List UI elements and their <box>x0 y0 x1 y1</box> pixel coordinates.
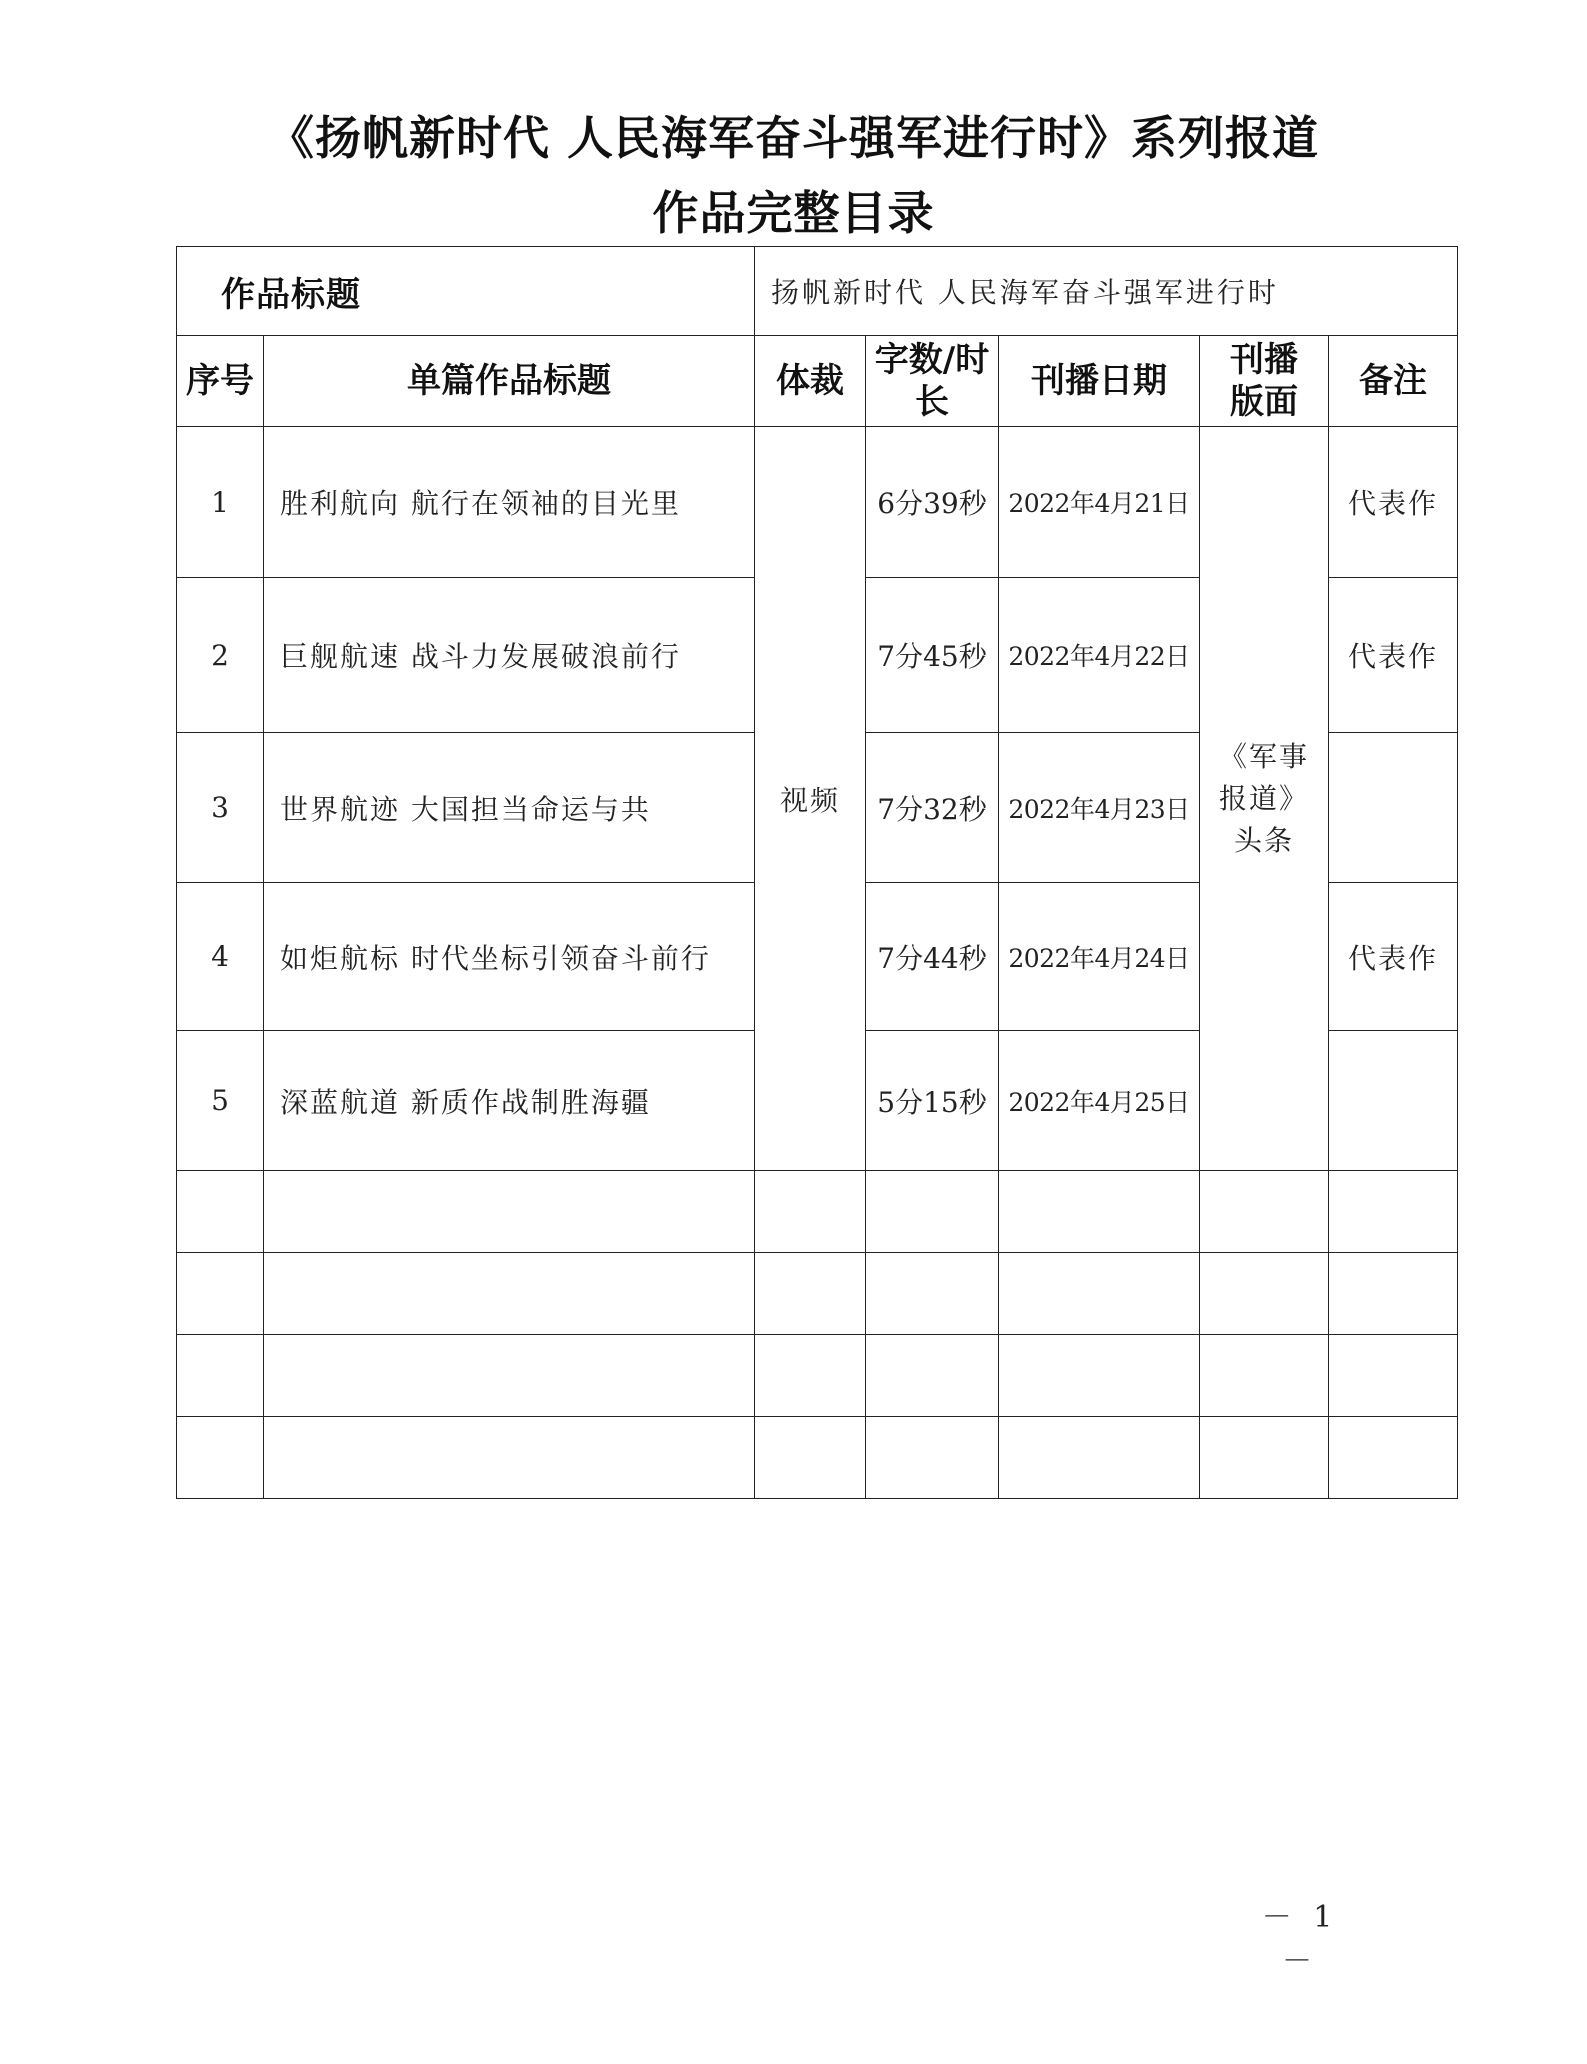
empty-cell <box>177 1417 264 1499</box>
table-row <box>177 427 1458 578</box>
empty-cell <box>1329 1171 1458 1253</box>
empty-cell <box>264 1335 755 1417</box>
empty-cell <box>866 1417 999 1499</box>
row-length: 5分15秒 <box>866 1031 999 1171</box>
header-seq: 序号 <box>177 336 264 427</box>
empty-cell <box>1200 1335 1329 1417</box>
empty-cell <box>1200 1417 1329 1499</box>
header-note: 备注 <box>1329 336 1458 427</box>
empty-cell <box>866 1253 999 1335</box>
row-date: 2022年4月25日 <box>999 1031 1200 1171</box>
empty-row <box>177 1335 1458 1417</box>
row-note: 代表作 <box>1329 578 1458 733</box>
empty-cell <box>755 1253 866 1335</box>
header-length: 字数/时长 <box>866 336 999 427</box>
row-length: 7分45秒 <box>866 578 999 733</box>
section-cell: 《军事报道》头条 <box>1200 427 1329 1171</box>
row-date: 2022年4月22日 <box>999 578 1200 733</box>
header-row <box>177 336 1458 427</box>
header-genre: 体裁 <box>755 336 866 427</box>
row-seq: 2 <box>177 578 264 733</box>
empty-cell <box>264 1417 755 1499</box>
row-title: 世界航迹 大国担当命运与共 <box>264 733 755 883</box>
empty-cell <box>177 1171 264 1253</box>
empty-cell <box>755 1171 866 1253</box>
empty-cell <box>999 1335 1200 1417</box>
row-title: 如炬航标 时代坐标引领奋斗前行 <box>264 883 755 1031</box>
empty-cell <box>264 1253 755 1335</box>
row-date: 2022年4月24日 <box>999 883 1200 1031</box>
empty-cell <box>866 1335 999 1417</box>
row-seq: 3 <box>177 733 264 883</box>
header-title: 单篇作品标题 <box>264 336 755 427</box>
empty-cell <box>1200 1171 1329 1253</box>
document-subtitle: 作品完整目录 <box>652 186 935 240</box>
row-seq: 4 <box>177 883 264 1031</box>
row-note <box>1329 733 1458 883</box>
empty-cell <box>1329 1417 1458 1499</box>
row-seq: 5 <box>177 1031 264 1171</box>
row-title: 胜利航向 航行在领袖的目光里 <box>264 427 755 578</box>
genre-cell: 视频 <box>755 427 866 1171</box>
empty-cell <box>177 1335 264 1417</box>
empty-cell <box>999 1171 1200 1253</box>
empty-row <box>177 1171 1458 1253</box>
empty-cell <box>999 1417 1200 1499</box>
empty-cell <box>177 1253 264 1335</box>
row-note: 代表作 <box>1329 427 1458 578</box>
header-date: 刊播日期 <box>999 336 1200 427</box>
row-date: 2022年4月21日 <box>999 427 1200 578</box>
work-title-row <box>177 247 1458 336</box>
row-date: 2022年4月23日 <box>999 733 1200 883</box>
empty-cell <box>755 1335 866 1417</box>
empty-cell <box>264 1171 755 1253</box>
row-seq: 1 <box>177 427 264 578</box>
row-title: 巨舰航速 战斗力发展破浪前行 <box>264 578 755 733</box>
empty-cell <box>1329 1253 1458 1335</box>
row-note <box>1329 1031 1458 1171</box>
empty-cell <box>1329 1335 1458 1417</box>
empty-row <box>177 1253 1458 1335</box>
header-section: 刊播版面 <box>1200 336 1329 427</box>
empty-cell <box>999 1253 1200 1335</box>
empty-cell <box>755 1417 866 1499</box>
empty-cell <box>1200 1253 1329 1335</box>
catalog-table <box>176 246 1458 1499</box>
row-length: 7分44秒 <box>866 883 999 1031</box>
work-title-value: 扬帆新时代 人民海军奋斗强军进行时 <box>755 247 1458 336</box>
row-note: 代表作 <box>1329 883 1458 1031</box>
empty-row <box>177 1417 1458 1499</box>
row-length: 7分32秒 <box>866 733 999 883</box>
empty-cell <box>866 1171 999 1253</box>
page-number: － 1 － <box>1261 1900 1339 1979</box>
document-title: 《扬帆新时代 人民海军奋斗强军进行时》系列报道 <box>267 111 1319 165</box>
row-length: 6分39秒 <box>866 427 999 578</box>
row-title: 深蓝航道 新质作战制胜海疆 <box>264 1031 755 1171</box>
work-title-label: 作品标题 <box>177 247 755 336</box>
